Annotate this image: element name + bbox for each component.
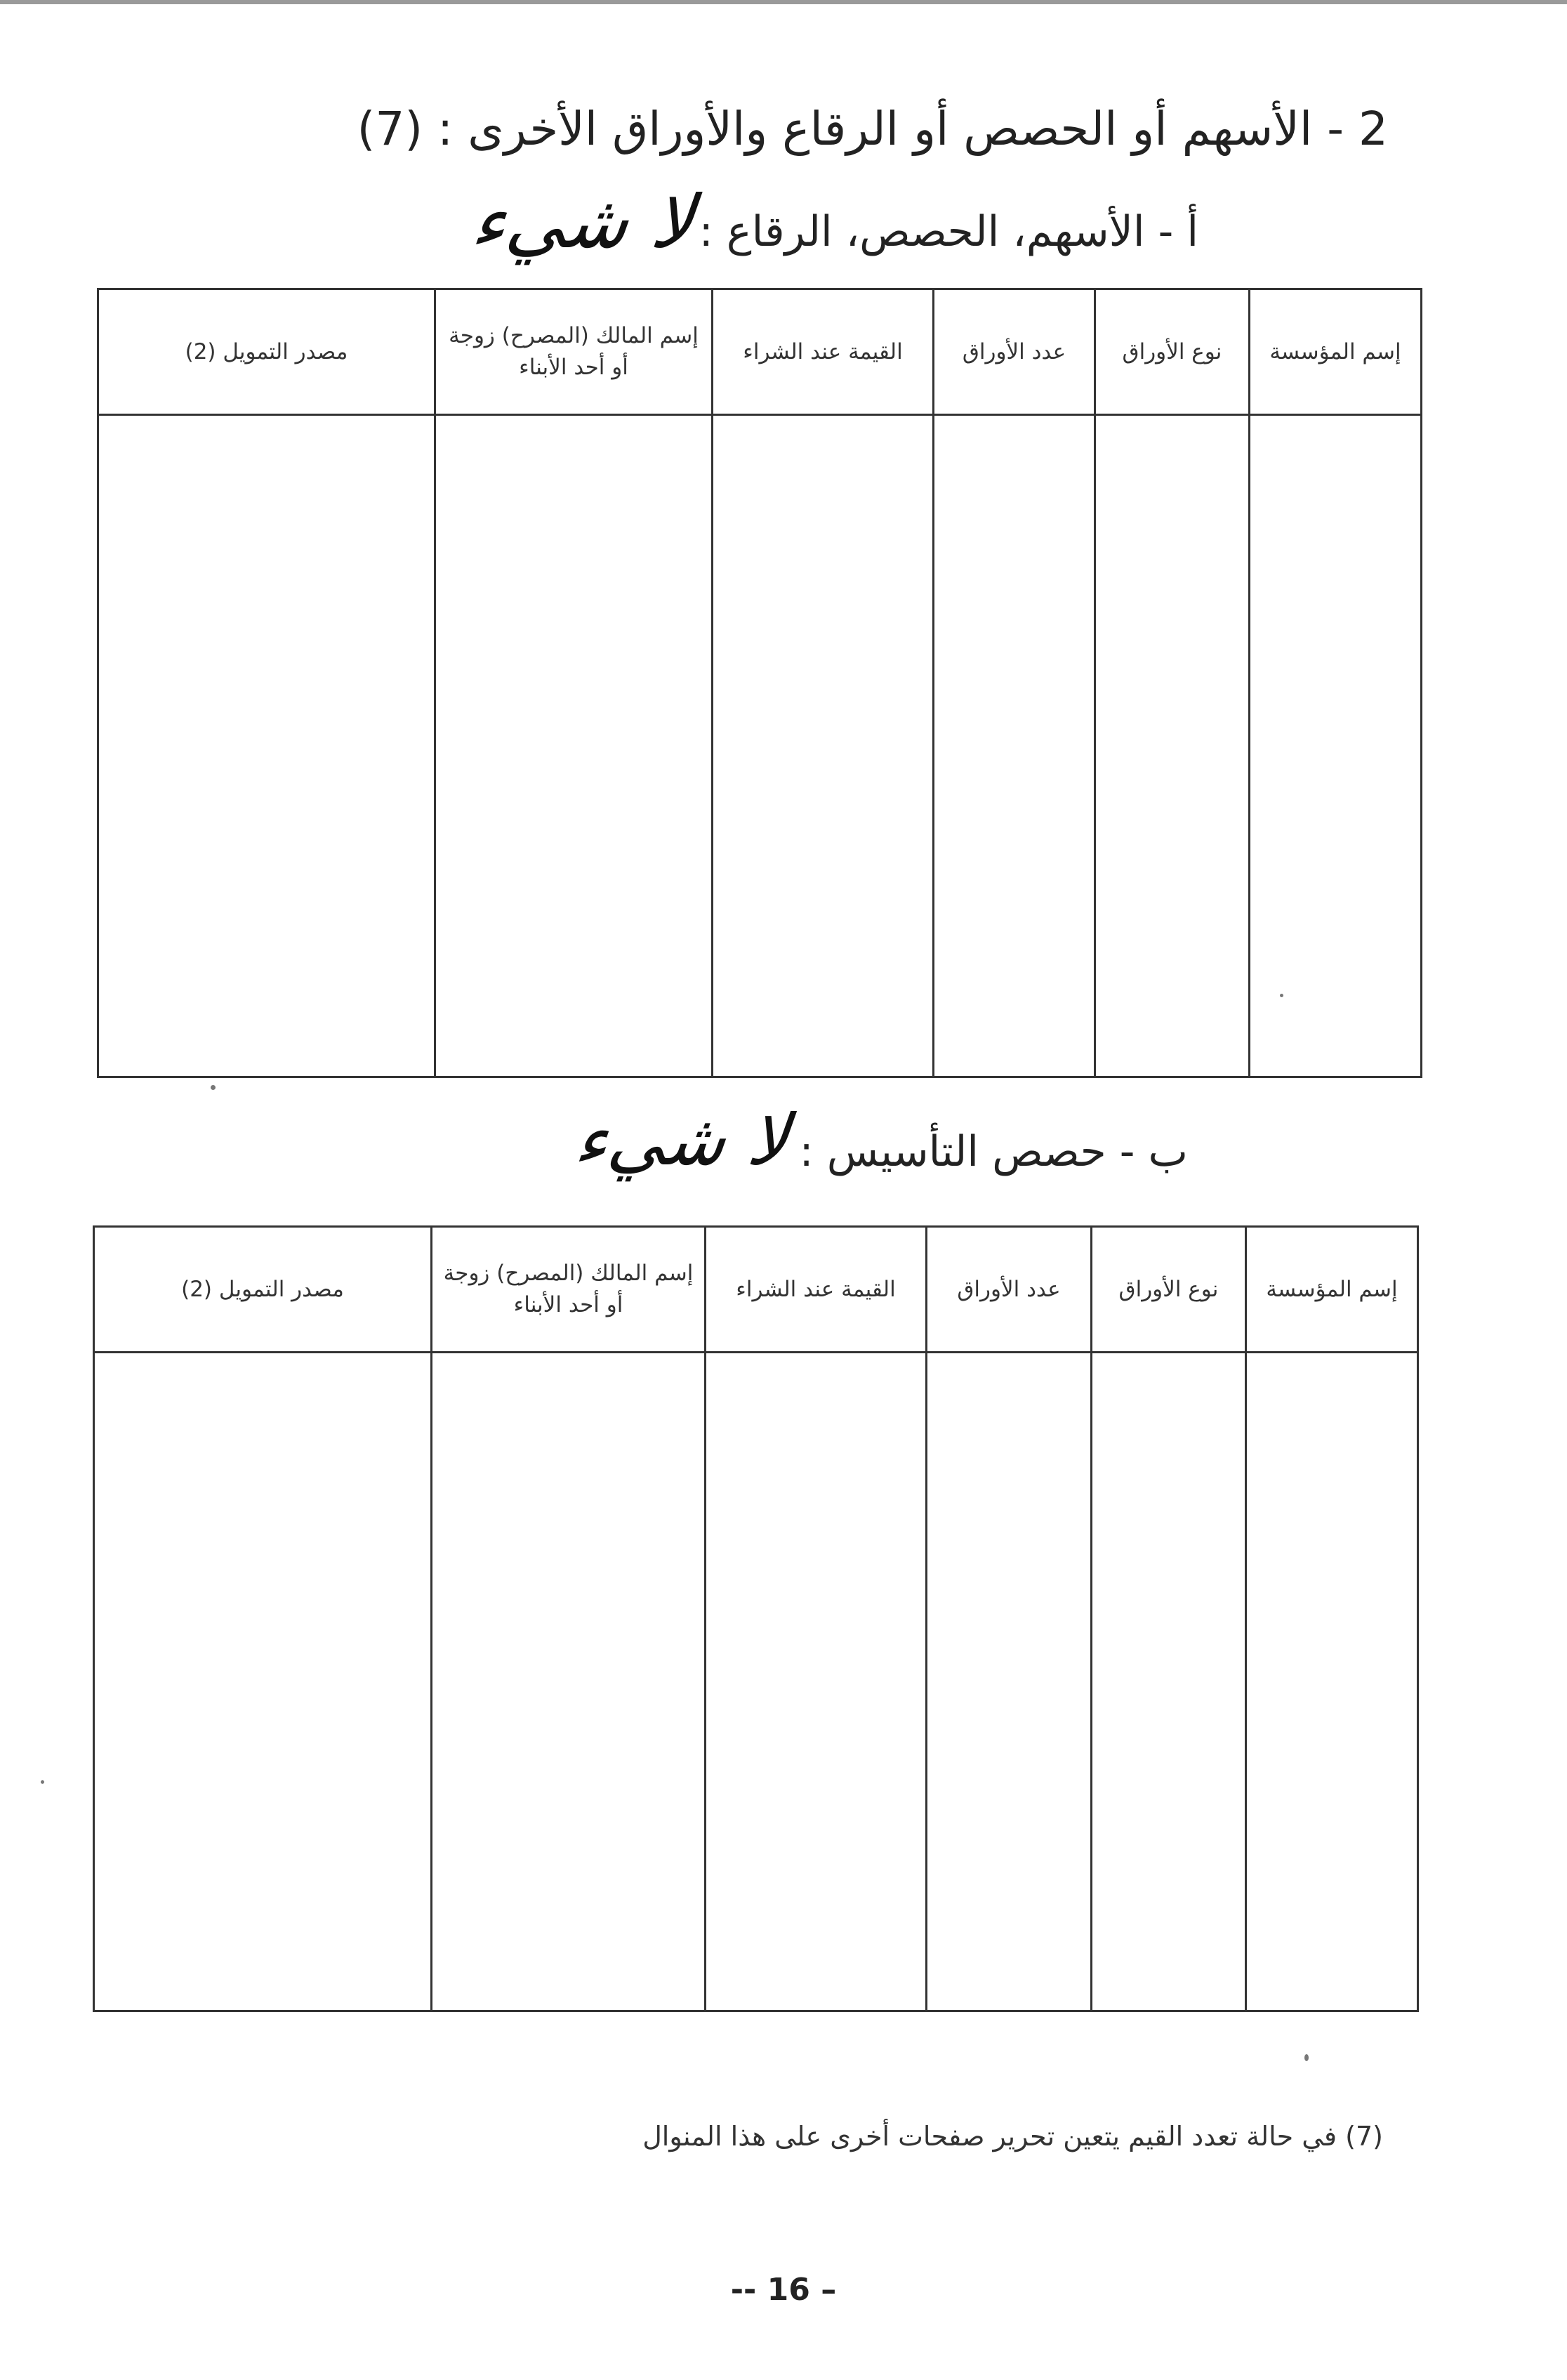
purchase-value-cell[interactable] bbox=[706, 1353, 927, 2011]
table-header-row bbox=[94, 1227, 1418, 1353]
table-row bbox=[98, 415, 1422, 1077]
column-header-paper-count: عدد الأوراق bbox=[927, 1227, 1092, 1353]
column-header-paper-count: عدد الأوراق bbox=[934, 289, 1095, 415]
scan-speck bbox=[211, 1085, 216, 1090]
page-number: -- 16 – bbox=[730, 2272, 837, 2308]
footnote: (7) في حالة تعدد القيم يتعين تحرير صفحات أخرى على هذا المنوال bbox=[642, 2121, 1383, 2152]
institution-cell[interactable] bbox=[1250, 415, 1422, 1077]
paper-type-cell[interactable] bbox=[1095, 415, 1250, 1077]
owner-name-cell[interactable] bbox=[432, 1353, 706, 2011]
purchase-value-cell[interactable] bbox=[713, 415, 934, 1077]
column-header-paper-type: نوع الأوراق bbox=[1095, 289, 1250, 415]
handwritten-answer-b: لا شيء bbox=[570, 1099, 793, 1181]
subsection-a-title: أ - الأسهم، الحصص، الرقاع : bbox=[699, 207, 1198, 256]
institution-cell[interactable] bbox=[1246, 1353, 1418, 2011]
column-header-purchase-value: القيمة عند الشراء bbox=[706, 1227, 927, 1353]
column-header-owner-name: إسم المالك (المصرح) زوجة أو أحد الأبناء bbox=[435, 289, 713, 415]
section-heading: 2 - الأسهم أو الحصص أو الرقاع والأوراق الأخرى : (7) bbox=[357, 102, 1388, 156]
shares-bonds-table bbox=[97, 288, 1422, 1078]
paper-type-cell[interactable] bbox=[1092, 1353, 1246, 2011]
scan-speck bbox=[41, 1780, 44, 1784]
handwritten-answer-a: لا شيء bbox=[467, 179, 698, 265]
scan-speck bbox=[1304, 2054, 1309, 2061]
column-header-owner-name: إسم المالك (المصرح) زوجة أو أحد الأبناء bbox=[432, 1227, 706, 1353]
paper-count-cell[interactable] bbox=[934, 415, 1095, 1077]
subsection-b-title: ب - حصص التأسيس : bbox=[799, 1127, 1188, 1176]
paper-count-cell[interactable] bbox=[927, 1353, 1092, 2011]
funding-source-cell[interactable] bbox=[94, 1353, 432, 2011]
column-header-institution: إسم المؤسسة bbox=[1246, 1227, 1418, 1353]
table-row bbox=[94, 1353, 1418, 2011]
owner-name-cell[interactable] bbox=[435, 415, 713, 1077]
table-header-row bbox=[98, 289, 1422, 415]
column-header-institution: إسم المؤسسة bbox=[1250, 289, 1422, 415]
column-header-funding-source: مصدر التمويل (2) bbox=[98, 289, 435, 415]
scan-speck bbox=[1280, 994, 1283, 997]
top-scan-border bbox=[0, 0, 1567, 4]
column-header-paper-type: نوع الأوراق bbox=[1092, 1227, 1246, 1353]
column-header-purchase-value: القيمة عند الشراء bbox=[713, 289, 934, 415]
funding-source-cell[interactable] bbox=[98, 415, 435, 1077]
column-header-funding-source: مصدر التمويل (2) bbox=[94, 1227, 432, 1353]
founder-shares-table bbox=[93, 1225, 1419, 2012]
